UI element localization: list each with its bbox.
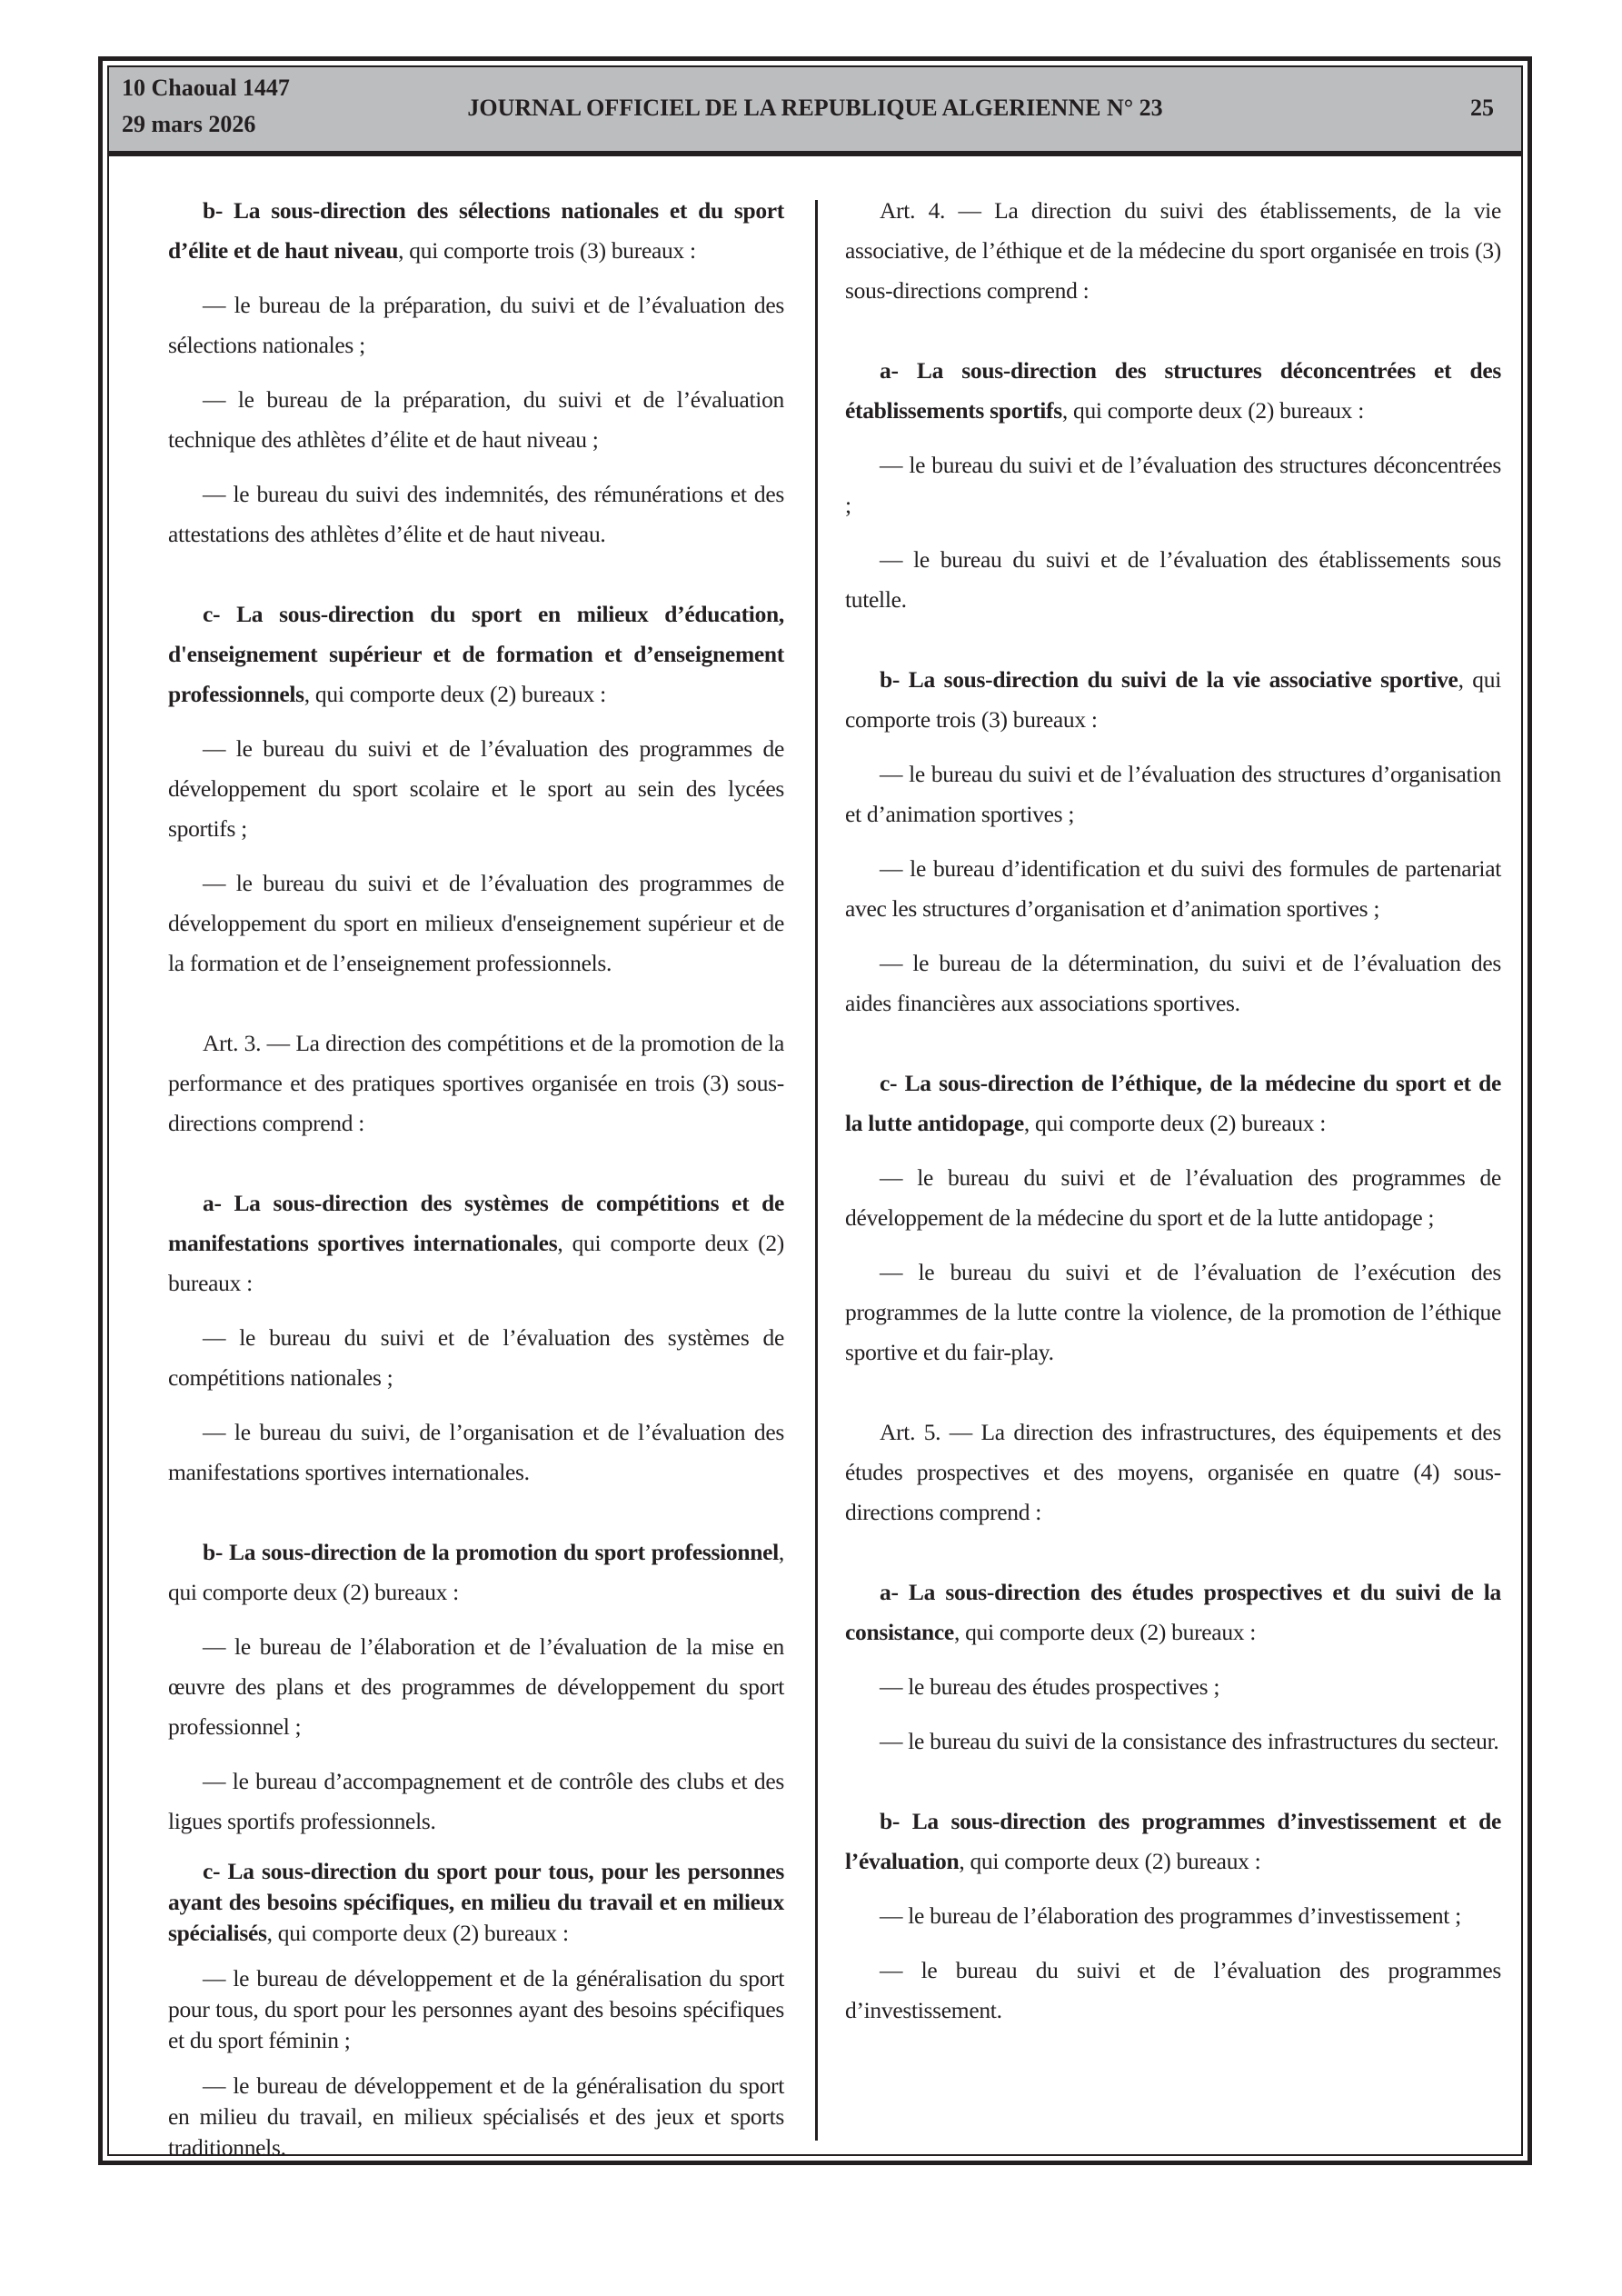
paragraph: [845, 849, 1501, 929]
section-heading-paragraph: [168, 1183, 784, 1303]
paragraph: [845, 1158, 1501, 1238]
section-heading-paragraph: [845, 351, 1501, 431]
paragraph-text: — le bureau de développement et de la généralisation du sport pour tous, du sport pour les personnes ayant des besoins spécifiques et du sport féminin ;: [168, 1965, 784, 2053]
section-heading-paragraph: [168, 594, 784, 714]
paragraph: [168, 863, 784, 983]
paragraph: [845, 943, 1501, 1023]
bold-heading: c- La sous-direction du sport en milieux d’éducation, d'enseignement supérieur et de formation et d’enseignement professionnels: [168, 601, 784, 707]
paragraph: [845, 1896, 1501, 1936]
bold-heading: b- La sous-direction des sélections nationales et du sport d’élite et de haut niveau: [168, 197, 784, 264]
paragraph-text: — le bureau du suivi et de l’évaluation des programmes d’investissement.: [845, 1957, 1501, 2023]
paragraph: [845, 445, 1501, 525]
paragraph-text: — le bureau de l’élaboration des programmes d’investissement ;: [880, 1902, 1461, 1929]
section-heading-paragraph: [168, 191, 784, 271]
paragraph-text: — le bureau du suivi et de l’évaluation des programmes de développement du sport scolaire et le sport au sein des lycées sportifs ;: [168, 735, 784, 842]
section-heading-paragraph: [168, 1856, 784, 1949]
paragraph-text: , qui comporte deux (2) bureaux :: [168, 1230, 784, 1296]
paragraph-text: , qui comporte trois (3) bureaux :: [845, 666, 1501, 733]
left-column: [168, 191, 784, 2178]
section-heading-paragraph: [845, 1572, 1501, 1652]
paragraph-text: — le bureau du suivi et de l’évaluation des structures déconcentrées ;: [845, 452, 1501, 518]
paragraph-text: , qui comporte deux (2) bureaux :: [304, 681, 606, 707]
paragraph: [168, 474, 784, 554]
bold-heading: b- La sous-direction de la promotion du sport professionnel: [203, 1539, 779, 1565]
paragraph-text: — le bureau du suivi et de l’évaluation de l’exécution des programmes de la lutte contre la violence, de la promotion de l’éthique sportive et du fair-play.: [845, 1259, 1501, 1365]
paragraph: [168, 1413, 784, 1492]
paragraph-text: , qui comporte trois (3) bureaux :: [398, 237, 696, 264]
bold-heading: a- La sous-direction des structures déconcentrées et des établissements sportifs: [845, 357, 1501, 424]
paragraph-text: — le bureau d’accompagnement et de contrôle des clubs et des ligues sportifs professionnels.: [168, 1768, 784, 1834]
paragraph-text: Art. 3. — La direction des compétitions et de la promotion de la performance et des pratiques sportives organisée en trois (3) sous-directions comprend :: [168, 1030, 784, 1136]
column-divider: [815, 200, 818, 2141]
paragraph-text: , qui comporte deux (2) bureaux :: [953, 1619, 1257, 1645]
paragraph-text: , qui comporte deux (2) bureaux :: [168, 1539, 784, 1605]
paragraph: [168, 1023, 784, 1143]
page-number: 25: [1470, 95, 1494, 121]
journal-title: JOURNAL OFFICIEL DE LA REPUBLIQUE ALGERIENNE N° 23: [467, 95, 1163, 121]
paragraph: [845, 540, 1501, 620]
paragraph-text: — le bureau de l’élaboration et de l’évaluation de la mise en œuvre des plans et des programmes de développement du sport professionnel ;: [168, 1633, 784, 1740]
paragraph-text: Art. 4. — La direction du suivi des établissements, de la vie associative, de l’éthique et de la médecine du sport organisée en trois (3) sous-directions comprend :: [845, 197, 1501, 304]
paragraph: [168, 1762, 784, 1842]
paragraph: [168, 285, 784, 365]
bold-heading: a- La sous-direction des études prospectives et du suivi de la consistance: [845, 1579, 1501, 1645]
paragraph-text: — le bureau du suivi et de l’évaluation des programmes de développement du sport en milieux d'enseignement supérieur et de la formation et de l’enseignement professionnels.: [168, 870, 784, 976]
bold-heading: b- La sous-direction des programmes d’investissement et de l’évaluation: [845, 1808, 1501, 1874]
paragraph: [168, 380, 784, 460]
paragraph-text: — le bureau du suivi, de l’organisation et de l’évaluation des manifestations sportives internationales.: [168, 1419, 784, 1485]
section-heading-paragraph: [845, 1063, 1501, 1143]
paragraph-text: — le bureau du suivi et de l’évaluation des systèmes de compétitions nationales ;: [168, 1324, 784, 1391]
paragraph-text: — le bureau d’identification et du suivi des formules de partenariat avec les structures d’organisation et d’animation sportives ;: [845, 855, 1501, 922]
paragraph-text: , qui comporte deux (2) bureaux :: [959, 1848, 1261, 1874]
paragraph-text: , qui comporte deux (2) bureaux :: [1023, 1110, 1327, 1136]
paragraph-text: — le bureau de développement et de la généralisation du sport en milieu du travail, en milieux spécialisés et des jeux et sports traditionnels.: [168, 2072, 784, 2161]
journal-header: [109, 67, 1521, 156]
paragraph: [168, 1963, 784, 2056]
paragraph: [845, 1722, 1501, 1762]
gregorian-date: 29 mars 2026: [122, 111, 256, 137]
paragraph: [168, 2071, 784, 2163]
section-heading-paragraph: [845, 660, 1501, 740]
paragraph: [845, 1951, 1501, 2031]
paragraph-text: , qui comporte deux (2) bureaux :: [266, 1920, 569, 1946]
right-column: [845, 191, 1501, 2045]
paragraph-text: Art. 5. — La direction des infrastructures, des équipements et des études prospectives et des moyens, organisée en quatre (4) sous-directions comprend :: [845, 1419, 1501, 1525]
paragraph: [845, 754, 1501, 834]
paragraph-text: — le bureau des études prospectives ;: [880, 1673, 1220, 1700]
paragraph-text: — le bureau du suivi et de l’évaluation des établissements sous tutelle.: [845, 546, 1501, 613]
paragraph: [845, 191, 1501, 311]
paragraph: [168, 729, 784, 849]
paragraph: [168, 1318, 784, 1398]
section-heading-paragraph: [168, 1532, 784, 1612]
paragraph-text: — le bureau du suivi de la consistance des infrastructures du secteur.: [880, 1728, 1499, 1754]
hijri-date: 10 Chaoual 1447: [122, 75, 290, 101]
paragraph-text: , qui comporte deux (2) bureaux :: [1061, 397, 1364, 424]
paragraph-text: — le bureau du suivi et de l’évaluation des structures d’organisation et d’animation sportives ;: [845, 761, 1501, 827]
paragraph: [845, 1413, 1501, 1532]
paragraph: [168, 1627, 784, 1747]
paragraph-text: — le bureau de la préparation, du suivi et de l’évaluation des sélections nationales ;: [168, 292, 784, 358]
paragraph-text: — le bureau du suivi et de l’évaluation des programmes de développement de la médecine du sport et de la lutte antidopage ;: [845, 1164, 1501, 1231]
paragraph-text: — le bureau du suivi des indemnités, des rémunérations et des attestations des athlètes d’élite et de haut niveau.: [168, 481, 784, 547]
section-heading-paragraph: [845, 1802, 1501, 1882]
bold-heading: a- La sous-direction des systèmes de compétitions et de manifestations sportives internationales: [168, 1190, 784, 1256]
paragraph-text: — le bureau de la préparation, du suivi et de l’évaluation technique des athlètes d’élite et de haut niveau ;: [168, 386, 784, 453]
bold-heading: b- La sous-direction du suivi de la vie associative sportive: [880, 666, 1458, 693]
paragraph: [845, 1667, 1501, 1707]
paragraph-text: — le bureau de la détermination, du suivi et de l’évaluation des aides financières aux associations sportives.: [845, 950, 1501, 1016]
bold-heading: c- La sous-direction du sport pour tous, pour les personnes ayant des besoins spécifiques, en milieu du travail et en milieux spécialisés: [168, 1858, 784, 1946]
bold-heading: c- La sous-direction de l’éthique, de la médecine du sport et de la lutte antidopage: [845, 1070, 1501, 1136]
paragraph: [845, 1253, 1501, 1373]
